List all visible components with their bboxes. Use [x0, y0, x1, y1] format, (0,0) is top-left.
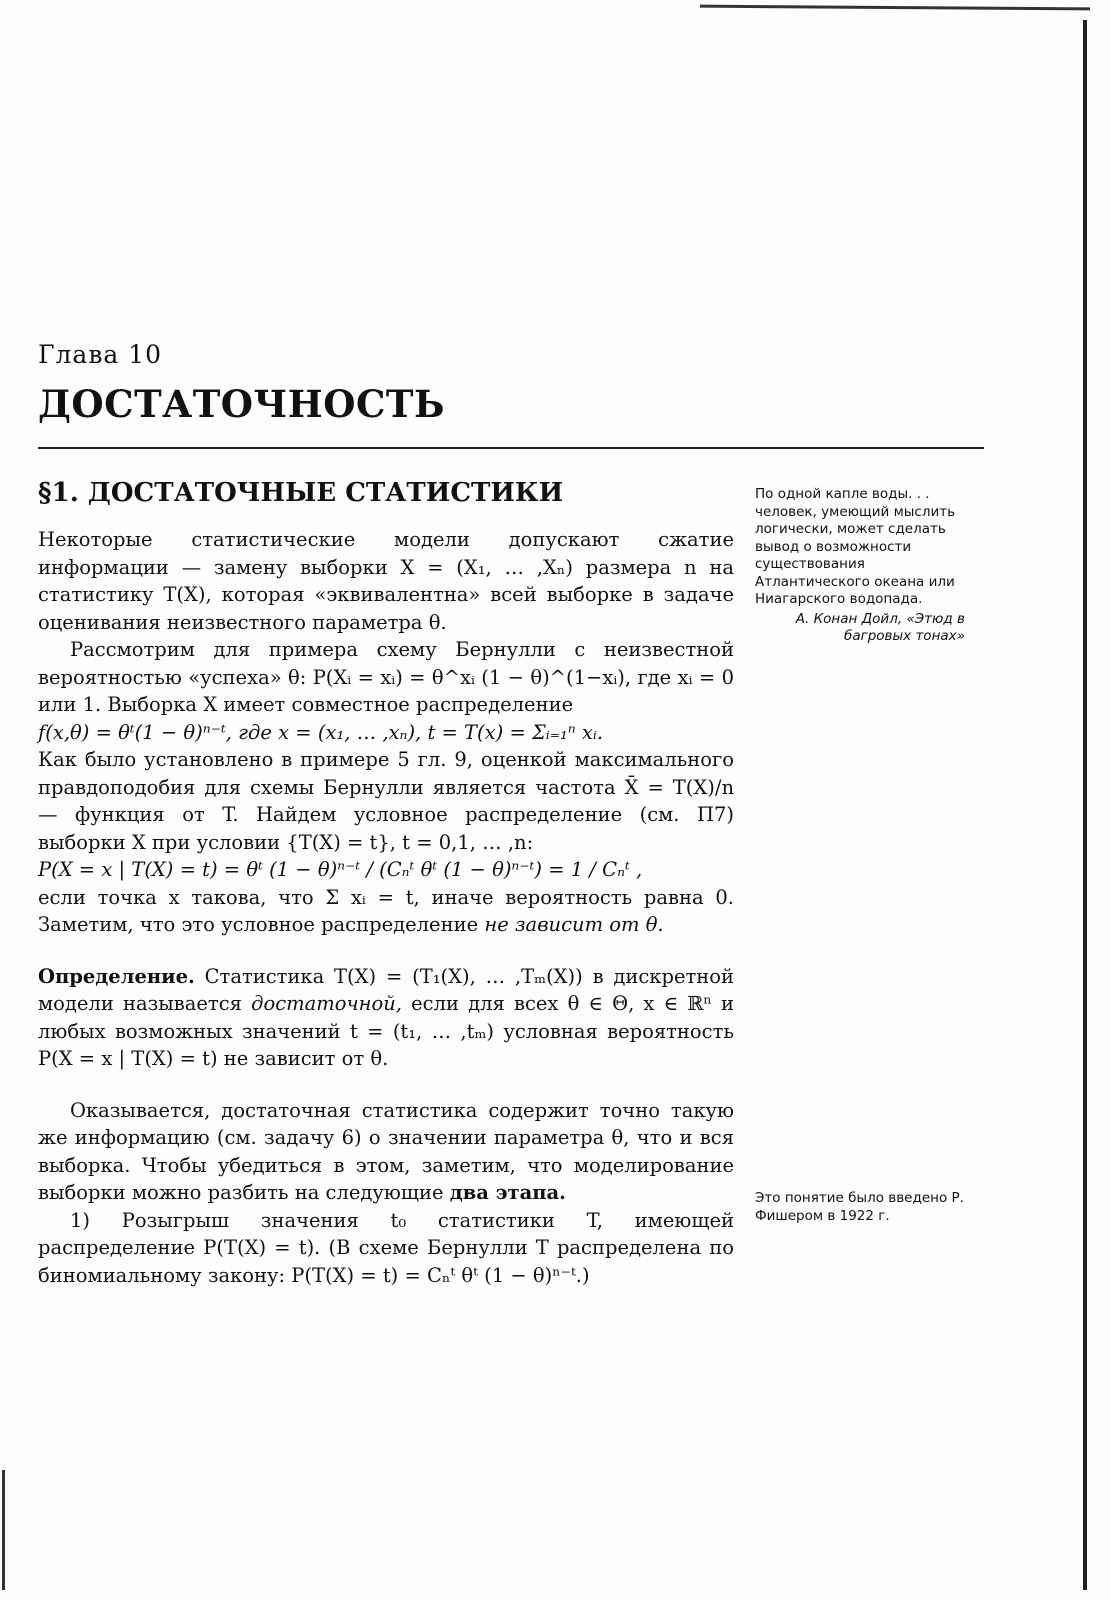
formula-conditional: P(X = x | T(X) = t) = θᵗ (1 − θ)ⁿ⁻ᵗ / (Cₙᵗ θᵗ (1 − θ)ⁿ⁻ᵗ) = 1 / Cₙᵗ , — [38, 858, 643, 881]
paragraph-intro: Некоторые статистические модели допускают сжатие информации — замену выборки X = (X₁, … ,Xₙ) размера n на статистику T(X), которая «эквивалентна» всей выборке в задаче оценивания неизвестного параметра θ. — [38, 528, 734, 634]
paragraph-stage-1: 1) Розыгрыш значения t₀ статистики T, имеющей распределение P(T(X) = t). (В схеме Бернулли T распределена по биномиальному закону: P(T(X) = t) = Cₙᵗ θᵗ (1 − θ)ⁿ⁻ᵗ.) — [38, 1208, 734, 1287]
epigraph-attribution: А. Конан Дойл, «Этюд в багровых тонах» — [795, 610, 965, 644]
paragraph-independence — [38, 884, 734, 939]
chapter-label: Глава 10 — [38, 340, 163, 369]
epigraph-text: По одной капле воды. . . человек, умеющий мыслить логически, может сделать вывод о возможности существования Атлантического океана или Ниагарского водопада. — [755, 486, 956, 607]
chapter-divider — [38, 447, 984, 449]
paragraph-information — [38, 1097, 734, 1207]
definition-emphasis: достаточной, — [251, 992, 402, 1015]
main-text — [38, 526, 734, 1289]
page-edge-left — [2, 1470, 5, 1590]
definition-text-b: если для всех θ ∈ Θ, x ∈ ℝⁿ и любых возможных значений t = (t₁, … ,tₘ) условная вероятность P(X = x | T(X) = t) не зависит от θ. — [38, 992, 734, 1070]
paragraph-bernoulli: Рассмотрим для примера схему Бернулли с неизвестной вероятностью «успеха» θ: P(Xᵢ = xᵢ) = θ^xᵢ (1 − θ)^(1−xᵢ), где xᵢ = 0 или 1. Выборка X имеет совместное распределение — [38, 638, 734, 716]
definition-label: Определение. — [38, 964, 195, 988]
two-stages-bold: два этапа. — [449, 1181, 566, 1204]
independence-emphasis: не зависит от θ. — [484, 913, 664, 936]
definition-block — [38, 963, 734, 1073]
paragraph-mle: Как было установлено в примере 5 гл. 9, оценкой максимального правдоподобия для схемы Бернулли является частота X̄ = T(X)/n — функция от T. Найдем условное распределение (см. П7) выборки X при условии {T(X) = t}, t = 0,1, … ,n: — [38, 748, 734, 854]
sidebar-note-text: Это понятие было введено Р. Фишером в 1922 г. — [755, 1190, 964, 1224]
chapter-title: ДОСТАТОЧНОСТЬ — [38, 382, 445, 426]
independence-text: если точка x такова, что Σ xᵢ = t, иначе вероятность равна 0. Заметим, что это условное распределение — [38, 885, 734, 936]
sidebar-epigraph — [755, 486, 965, 646]
page-edge-right — [1083, 20, 1087, 1590]
section-title: §1. ДОСТАТОЧНЫЕ СТАТИСТИКИ — [38, 478, 564, 508]
definition-text-a: Статистика T(X) = (T₁(X), … ,Tₘ(X)) в дискретной модели называется — [38, 964, 735, 1015]
sidebar-note — [755, 1190, 965, 1225]
information-text: Оказывается, достаточная статистика содержит точно такую же информацию (см. задачу 6) о значении параметра θ, что и вся выборка. Чтобы убедиться в этом, заметим, что моделирование выборки можно разбить на следующие — [38, 1098, 734, 1204]
formula-joint-distribution: f(x,θ) = θᵗ(1 − θ)ⁿ⁻ᵗ, где x = (x₁, … ,xₙ), t = T(x) = Σᵢ₌₁ⁿ xᵢ. — [38, 720, 604, 744]
page-edge-top — [700, 5, 1090, 11]
